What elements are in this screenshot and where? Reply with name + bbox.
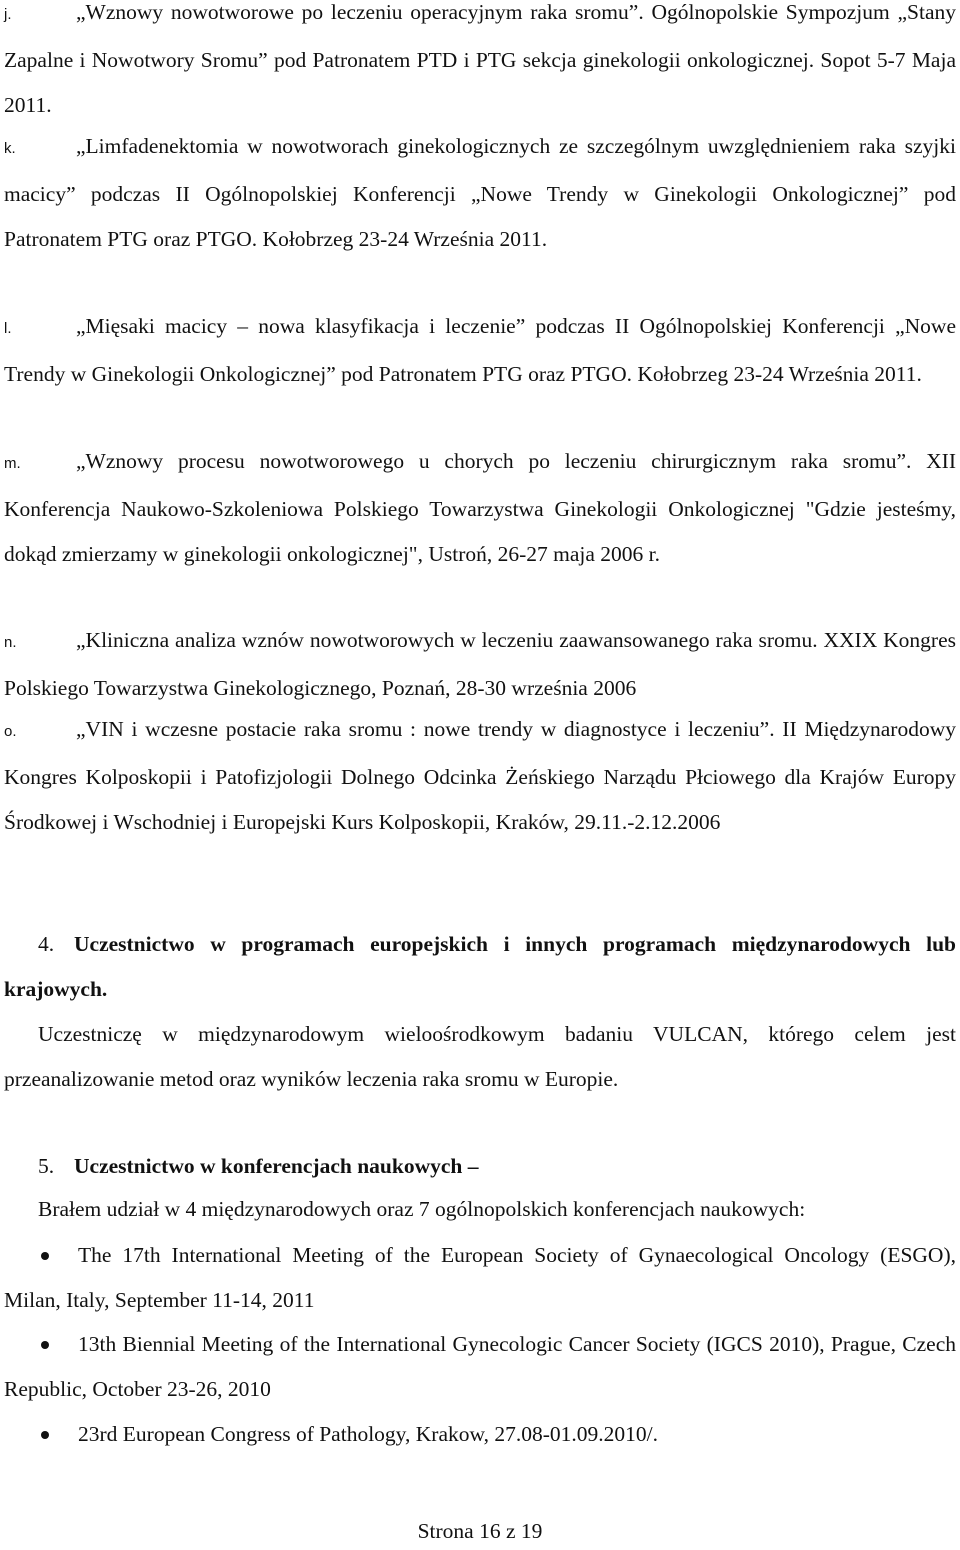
section-5-heading <box>4 1144 956 1189</box>
list-item-text: „VIN i wczesne postacie raka sromu : nowe trendy w diagnostyce i leczeniu”. II Międzynarodowy Kongres Kolposkopii i Patofizjologii Dolnego Odcinka Żeńskiego Narządu Płciowego dla Krajów Europy Środkowej i Wschodniej i Europejski Kurs Kolposkopii, Kraków, 29.11.-2.12.2006 <box>4 717 956 834</box>
section-number: 4. <box>38 932 55 956</box>
bullet-text: 23rd European Congress of Pathology, Krakow, 27.08-01.09.2010/. <box>78 1422 659 1446</box>
list-item-text: „Limfadenektomia w nowotworach ginekologicznych ze szczególnym uwzględnieniem raka szyjki macicy” podczas II Ogólnopolskiej Konferencji „Nowe Trendy w Ginekologii Onkologicznej” pod Patronatem PTG oraz PTGO. Kołobrzeg 23-24 Września 2011. <box>4 134 956 251</box>
bullet-item <box>4 1233 956 1323</box>
list-marker: m. <box>4 455 21 472</box>
list-item-n <box>4 618 956 711</box>
section-number: 5. <box>38 1154 55 1178</box>
list-marker: o. <box>4 723 17 740</box>
list-item-l <box>4 304 956 397</box>
page-footer: Strona 16 z 19 <box>417 1519 543 1543</box>
section-4-heading <box>4 922 956 1012</box>
section-5-intro: Brałem udział w 4 międzynarodowych oraz 7 ogólnopolskich konferencjach naukowych: <box>38 1197 806 1221</box>
section-title: Uczestnictwo w konferencjach naukowych – <box>74 1154 479 1178</box>
bullet-text: The 17th International Meeting of the European Society of Gynaecological Oncology (ESGO), Milan, Italy, September 11-14, 2011 <box>4 1243 956 1312</box>
bullet-text: 13th Biennial Meeting of the International Gynecologic Cancer Society (IGCS 2010), Prague, Czech Republic, October 23-26, 2010 <box>4 1332 956 1401</box>
list-marker: n. <box>4 634 17 651</box>
list-item-text: „Wznowy nowotworowe po leczeniu operacyjnym raka sromu”. Ogólnopolskie Sympozjum „Stany Zapalne i Nowotwory Sromu” pod Patronatem PTD i PTG sekcja ginekologii onkologicznej. Sopot 5-7 Maja 2011. <box>4 0 956 117</box>
list-item-k <box>4 124 956 261</box>
bullet-item <box>4 1412 956 1457</box>
list-item-text: „Wznowy procesu nowotworowego u chorych po leczeniu chirurgicznym raka sromu”. XII Konferencja Naukowo-Szkoleniowa Polskiego Towarzystwa Ginekologii Onkologicznej "Gdzie jesteśmy, dokąd zmierzamy w ginekologii onkologicznej", Ustroń, 26-27 maja 2006 r. <box>4 449 956 566</box>
bullet-item <box>4 1322 956 1412</box>
list-item-m <box>4 439 956 576</box>
list-item-text: „Mięsaki macicy – nowa klasyfikacja i leczenie” podczas II Ogólnopolskiej Konferencji „Nowe Trendy w Ginekologii Onkologicznej” pod Patronatem PTG oraz PTGO. Kołobrzeg 23-24 Września 2011. <box>4 314 956 386</box>
list-marker: j. <box>4 6 12 23</box>
list-marker: l. <box>4 320 12 337</box>
section-title: Uczestnictwo w programach europejskich i innych programach międzynarodowych lub krajowych. <box>4 932 956 1001</box>
list-marker: k. <box>4 140 16 157</box>
list-item-o <box>4 707 956 844</box>
section-4-body: Uczestniczę w międzynarodowym wieloośrodkowym badaniu VULCAN, którego celem jest przeanalizowanie metod oraz wyników leczenia raka sromu w Europie. <box>4 1022 956 1091</box>
list-item-j <box>4 0 956 127</box>
list-item-text: „Kliniczna analiza wznów nowotworowych w leczeniu zaawansowanego raka sromu. XXIX Kongres Polskiego Towarzystwa Ginekologicznego, Poznań, 28-30 września 2006 <box>4 628 956 700</box>
